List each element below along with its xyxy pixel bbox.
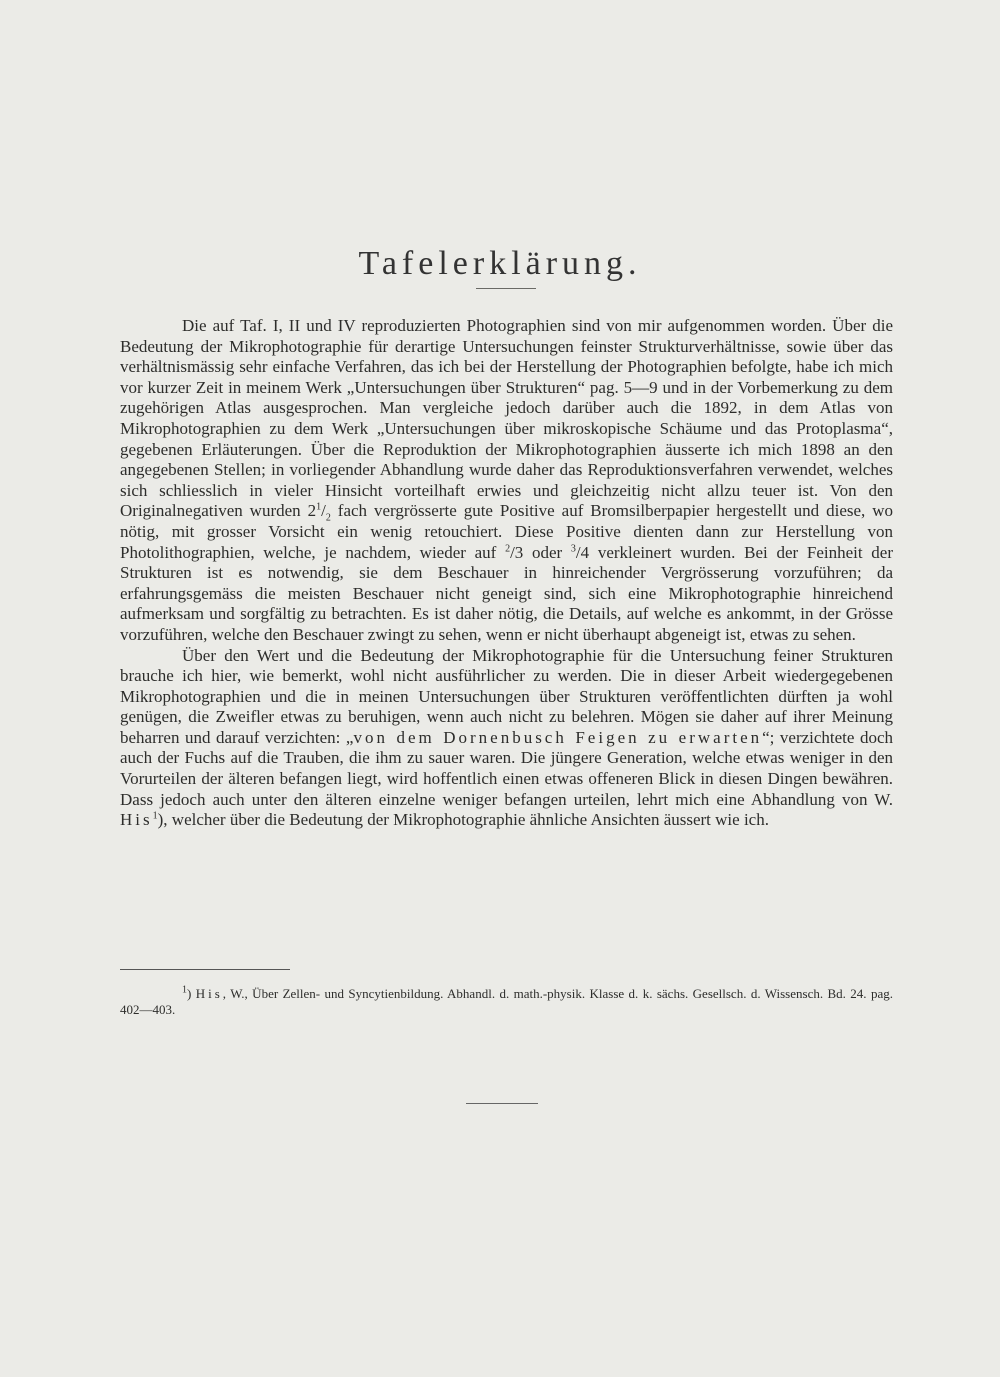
footnote-body: $^1$) His, W., Über Zellen- und Syncytienbildung. Abhandl. d. math.-physik. Klasse d. k. sächs. Gesellsch. d. Wissensch. Bd. 24. pag. 402—403. — [120, 984, 893, 1017]
paragraph — [120, 316, 893, 646]
text-sup: 1 — [152, 810, 158, 822]
paragraph — [120, 646, 893, 831]
footnote-author: His — [195, 986, 223, 1001]
footnote-text: , W., Über Zellen- und Syncytienbildung. Abhandl. d. math.-physik. Klasse d. k. sächs. Gesellsch. d. Wissensch. Bd. 24. pag. 402—403. — [120, 986, 893, 1017]
text-run: ), welcher über die Bedeutung der Mikrophotographie ähnliche Ansichten äussert wie ich. — [157, 810, 769, 830]
text-spaced: His — [120, 810, 153, 830]
footnote — [120, 986, 893, 1018]
page-title: Tafelerklärung. — [358, 244, 642, 282]
body-text — [120, 316, 893, 831]
text-spaced: von dem Dornenbusch Feigen zu erwarten — [353, 727, 763, 747]
text-sub: 2 — [325, 512, 331, 524]
text-sup: 1 — [316, 501, 322, 513]
text-run: /3 oder — [510, 542, 571, 562]
title-divider — [476, 288, 536, 289]
footnote-divider — [120, 969, 290, 970]
text-run: fach vergrösserte gute Positive auf Bromsilberpapier hergestellt und diese, wo nötig, mit grosser Vorsicht ein wenig retouchiert. Diese Positive dienten dann zur Herstellung von Photolithographien, welche, je nachdem, wieder auf — [120, 501, 893, 562]
text-sup: 3 — [570, 542, 576, 554]
text-run: “; verzichtete doch auch der Fuchs auf die Trauben, die ihm zu sauer waren. Die jüngere Generation, welche etwas weniger in den Vorurteilen der älteren befangen liegt, wird hoffentlich einen etwas offeneren Blick in diesen Dingen bewähren. Dass jedoch auch unter den älteren einzelne weniger befangen urteilen, lehrt mich eine Abhandlung von W. — [120, 727, 893, 809]
footnote-marker: 1 — [182, 984, 187, 996]
text-run: Über den Wert und die Bedeutung der Mikrophotographie für die Untersuchung feiner Strukturen brauche ich hier, wie bemerkt, wohl nicht ausführlicher zu werden. Die in dieser Arbeit wiedergegebenen Mikrophotographien und die in meinen Untersuchungen über Strukturen veröffentlichten dürften ja wohl genügen, die Zweifler etwas zu beruhigen, wenn auch nicht zu belehren. Mögen sie daher auf ihrer Meinung beharren und darauf verzichten: „ — [120, 645, 893, 747]
text-run: / — [321, 501, 326, 521]
end-divider — [466, 1103, 538, 1104]
text-sup: 2 — [505, 542, 511, 554]
text-run: Die auf Taf. I, II und IV reproduzierten Photographien sind von mir aufgenommen worden. Über die Bedeutung der Mikrophotographie für derartige Untersuchungen feinster Strukturverhältnisse, sowie über das verhältnismässig sehr einfache Verfahren, das ich bei der Herstellung der Photographien befolgte, habe ich mich vor kurzer Zeit in meinem Werk „Untersuchungen über Strukturen“ pag. 5—9 und in der Vorbemerkung zu dem zugehörigen Atlas ausgesprochen. Man vergleiche jedoch darüber auch die 1892, in dem Atlas von Mikrophotographien zu dem Werk „Untersuchungen über mikroskopische Schäume und das Protoplasma“, gegebenen Erläuterungen. Über die Reproduktion der Mikrophotographien äusserte ich mich 1898 an den angegebenen Stellen; in vorliegender Abhandlung wurde daher das Reproduktionsverfahren verwendet, welches sich schliesslich in vieler Hinsicht vorteilhaft erwies und gleichzeitig nicht allzu teuer ist. Von den Originalnegativen wurden 2 — [120, 316, 893, 521]
text-run: /4 verkleinert wurden. Bei der Feinheit der Strukturen ist es notwendig, sie dem Beschauer in hinreichender Vergrösserung vorzuführen; da erfahrungsgemäss die meisten Beschauer nicht geneigt sind, sich eine Mikrophotographie hinreichend aufmerksam und sorgfältig zu betrachten. Es ist daher nötig, die Details, auf welche es ankommt, in der Grösse vorzuführen, welche den Beschauer zwingt zu sehen, wenn er nicht überhaupt abgeneigt ist, etwas zu sehen. — [120, 542, 894, 644]
